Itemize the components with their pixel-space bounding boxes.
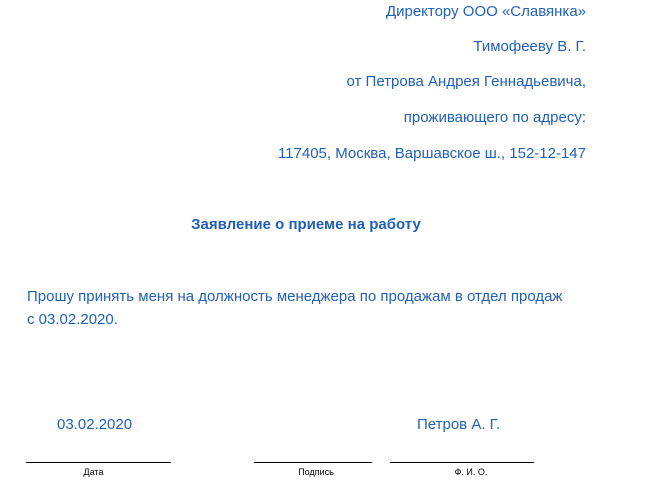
addressee-line-director: Директору ООО «Славянка» [385, 3, 586, 20]
date-label: Дата [83, 467, 104, 477]
body-line-date: с 03.02.2020. [27, 311, 118, 328]
sender-line-from: от Петрова Андрея Геннадьевича, [346, 73, 586, 90]
document-title: Заявление о приеме на работу [191, 216, 421, 233]
signature-name-value: Петров А. Г. [417, 416, 501, 433]
sign-label: Подпись [298, 467, 334, 477]
fio-label: Ф. И. О. [454, 467, 488, 477]
sender-line-address: 117405, Москва, Варшавское ш., 152-12-147 [277, 145, 586, 162]
date-signature-line [26, 462, 171, 463]
body-line-request: Прошу принять меня на должность менеджера по продажам в отдел продаж [27, 288, 563, 305]
fio-signature-line [390, 462, 534, 463]
signature-date-value: 03.02.2020 [57, 416, 133, 433]
sign-signature-line [254, 462, 372, 463]
sender-line-residing: проживающего по адресу: [403, 109, 586, 126]
addressee-line-name: Тимофееву В. Г. [473, 38, 586, 55]
